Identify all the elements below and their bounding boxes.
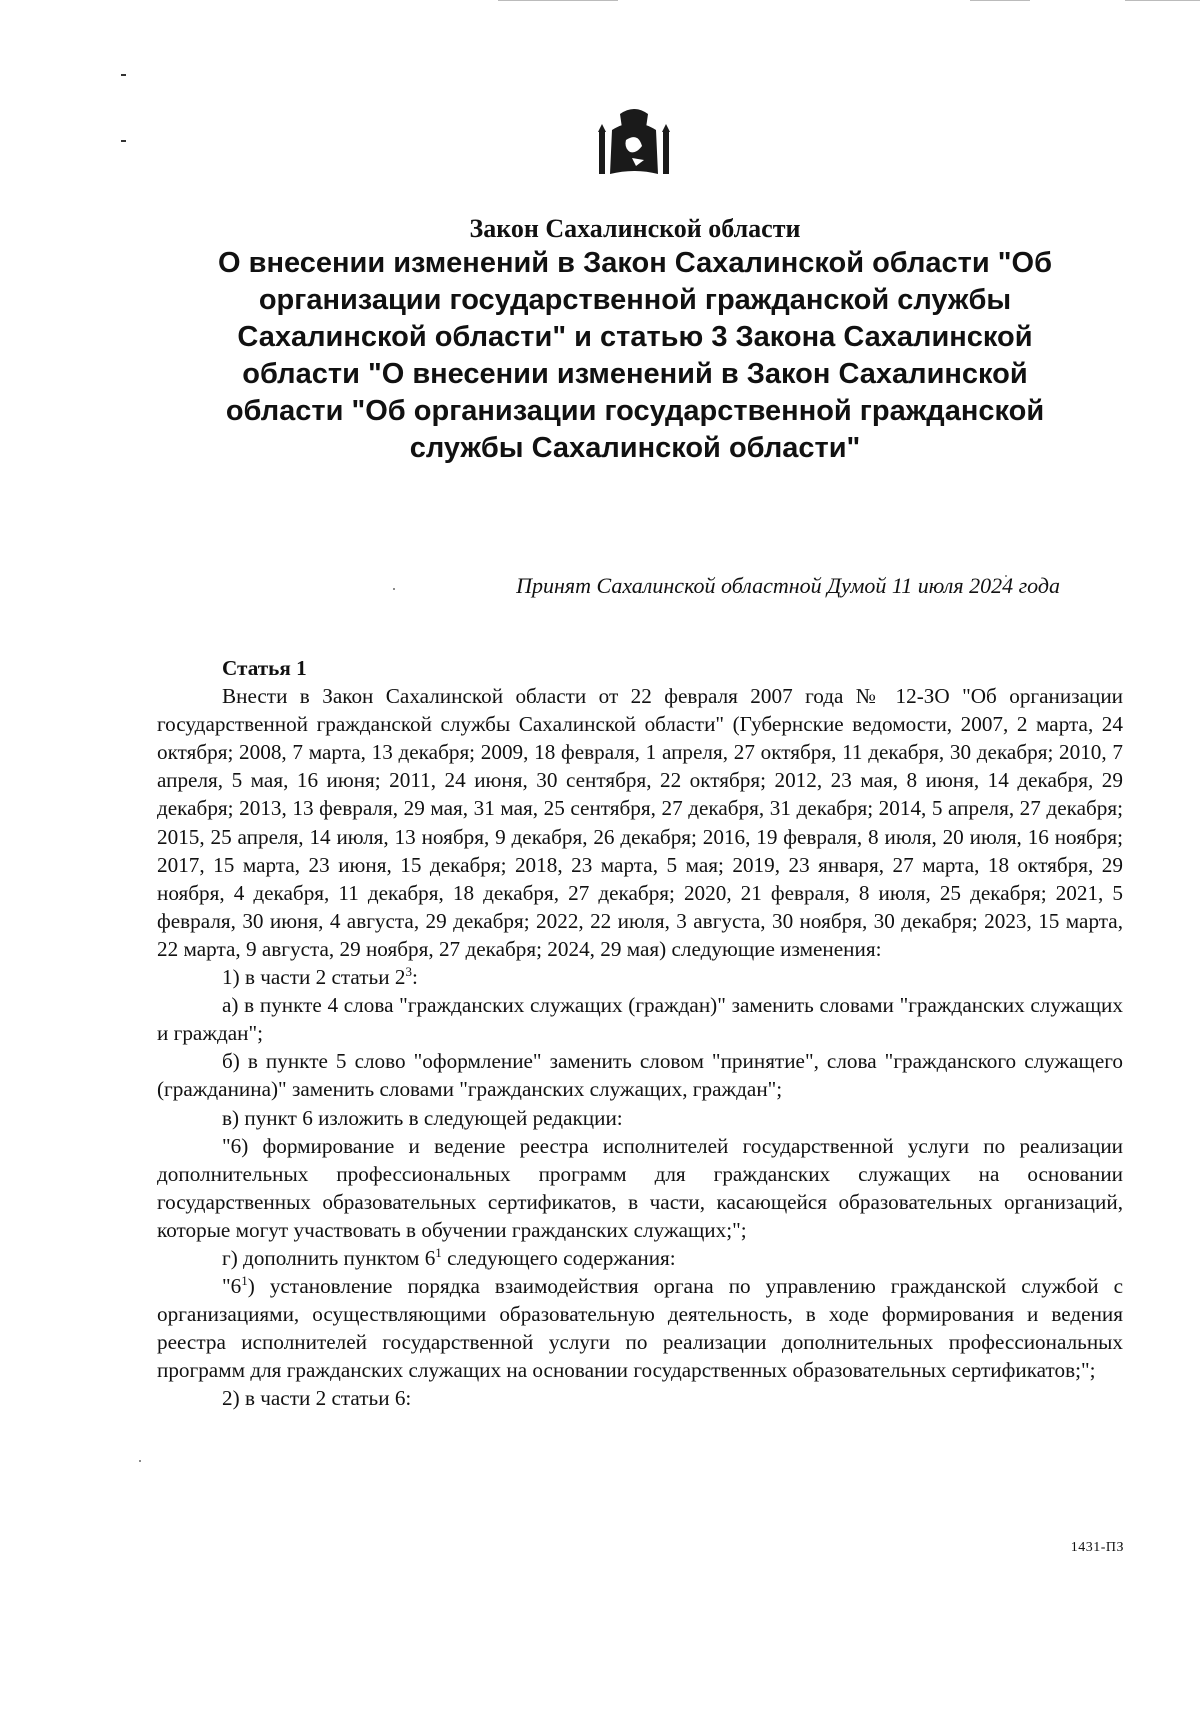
law-title: Закон Сахалинской области xyxy=(469,214,801,243)
sub-item-g-quote xyxy=(157,1272,1123,1384)
article-heading: Статья 1 xyxy=(222,656,307,680)
sub-item-g-text: г) дополнить пунктом 6 xyxy=(222,1245,436,1270)
scan-edge-line xyxy=(498,0,618,1)
sub-item-b: б) в пункте 5 слово "оформление" заменить словом "принятие", слова "гражданского служащего (гражданина)" заменить словами "гражданских служащих, граждан"; xyxy=(157,1049,1123,1102)
law-subtitle: О внесении изменений в Закон Сахалинской области "Об организации государственной гражданской службы Сахалинской области" и статью 3 Закона Сахалинской области "О внесении изменений в Закон Сахалинской области "Об организации государственной гражданской службы Сахалинской области" xyxy=(218,247,1052,464)
quote-head: "6 xyxy=(222,1274,242,1299)
article-intro: Внести в Закон Сахалинской области от 22 февраля 2007 года № 12-ЗО "Об организации государственной гражданской службы Сахалинской области" (Губернские ведомости, 2007, 2 марта, 24 октября; 2008, 7 марта, 13 декабря; 2009, 18 февраля, 1 апреля, 27 октября, 11 декабря, 30 декабря; 2010, 7 апреля, 5 мая, 16 июня; 2011, 24 июня, 30 сентября, 22 октября; 2012, 23 мая, 8 июня, 14 декабря, 29 декабря; 2013, 13 февраля, 29 мая, 31 мая, 25 сентября, 27 декабря, 31 декабря; 2014, 5 апреля, 27 декабря; 2015, 25 апреля, 14 июля, 13 ноября, 9 декабря, 26 декабря; 2016, 19 февраля, 8 июля, 20 июля, 16 ноября; 2017, 15 марта, 23 июня, 15 декабря; 2018, 23 марта, 5 мая; 2019, 23 января, 27 марта, 18 октября, 29 ноября, 4 декабря, 11 декабря, 18 декабря, 27 декабря; 2020, 21 февраля, 8 июля, 25 декабря; 2021, 5 февраля, 30 июня, 4 августа, 29 декабря; 2022, 22 июля, 3 августа, 30 ноября, 30 декабря; 2023, 15 марта, 22 марта, 9 августа, 29 ноября, 27 декабря; 2024, 29 мая) следующие изменения: xyxy=(157,684,1123,961)
list-item-2: 2) в части 2 статьи 6: xyxy=(222,1386,412,1411)
quote-rest: ) установление порядка взаимодействия органа по управлению гражданской службой с организациями, осуществляющими образовательную деятельность, в ходе формирования и ведения реестра исполнителей государственной услуги по реализации дополнительных профессиональных программ для гражданских служащих на основании государственных образовательных сертификатов;"; xyxy=(157,1274,1123,1383)
sakhalin-coat-of-arms-icon xyxy=(596,102,672,176)
adoption-note: Принят Сахалинской областной Думой 11 июля 2024 года xyxy=(516,573,1060,598)
scan-edge-line xyxy=(970,0,1030,1)
scan-mark xyxy=(121,140,126,142)
sub-item-g-tail: следующего содержания: xyxy=(441,1245,676,1270)
superscript: 1 xyxy=(435,1244,442,1260)
sub-item-g xyxy=(157,1244,1123,1272)
scan-speck xyxy=(139,1460,141,1462)
scan-edge-line xyxy=(1125,0,1200,1)
sub-item-v-quote: "6) формирование и ведение реестра исполнителей государственной услуги по реализации дополнительных профессиональных программ для гражданских служащих на основании государственных образовательных сертификатов, в части, касающейся образовательных организаций, которые могут участвовать в обучении гражданских служащих;"; xyxy=(157,1133,1123,1242)
article-body xyxy=(157,654,1123,1413)
list-item-1 xyxy=(157,963,1123,991)
list-item-1-text: 1) в части 2 статьи 2 xyxy=(222,965,406,990)
sub-item-v: в) пункт 6 изложить в следующей редакции: xyxy=(222,1105,623,1130)
scan-mark xyxy=(121,74,126,76)
superscript: 3 xyxy=(405,963,412,979)
superscript: 1 xyxy=(241,1273,248,1288)
scan-speck xyxy=(393,588,395,590)
document-code: 1431-ПЗ xyxy=(1070,1540,1124,1555)
list-item-1-tail: : xyxy=(411,965,418,990)
sub-item-a: а) в пункте 4 слова "гражданских служащих (граждан)" заменить словами "гражданских служащих и граждан"; xyxy=(157,993,1123,1046)
